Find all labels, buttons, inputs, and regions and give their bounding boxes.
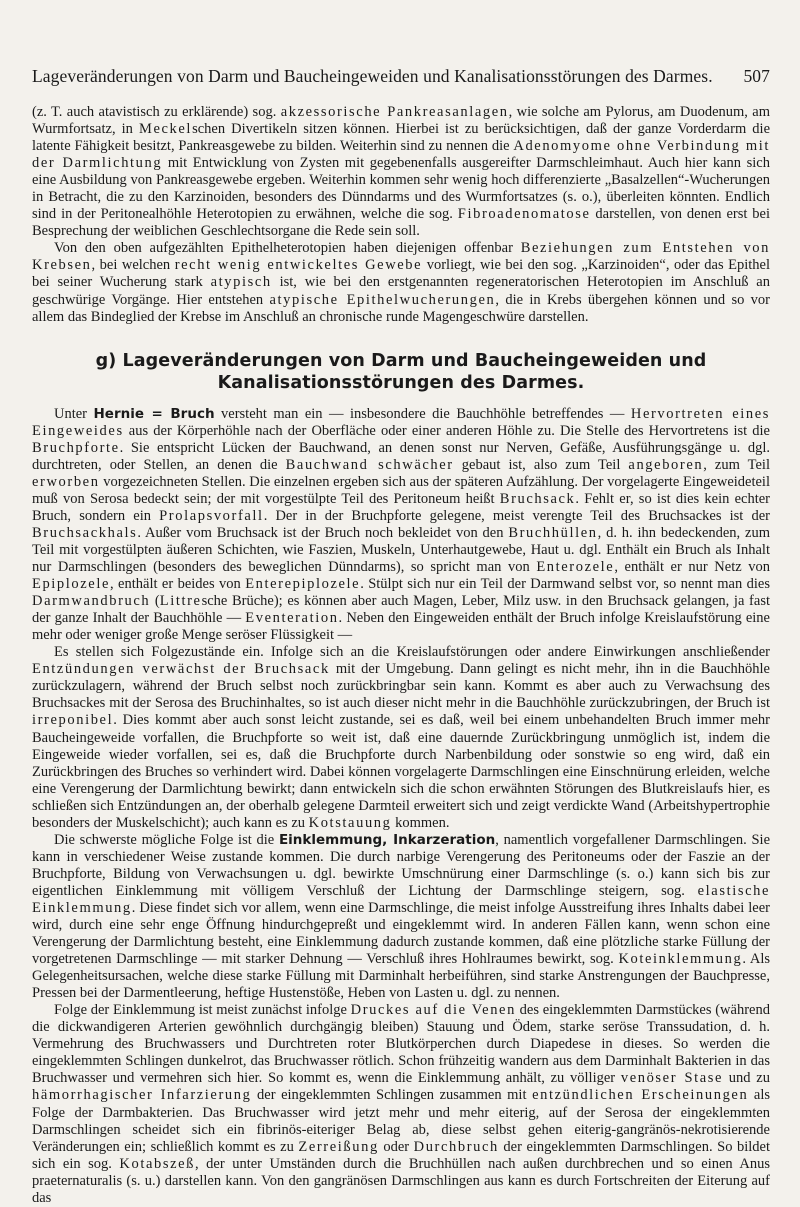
text-run: schen Divertikeln sitzen können. Hierbei ist zu berücksichtigen, daß der ganze Vorderdarm die latente Fähigkeit besitzt, Pankreasgewebe zu bilden. Weiterhin sind zu nennen die: [32, 121, 770, 155]
emphasis: Darmwandbruch: [32, 593, 151, 610]
emphasis: Entzündungen verwächst der Bruchsack: [32, 661, 330, 678]
emphasis: akzessorische Pankreasanlagen: [280, 104, 509, 120]
emphasis: Bauchwand schwächer: [285, 456, 454, 473]
text-run: . Sie entspricht Lücken der Bauchwand, an denen sonst nur Nerven, Gefäße, Ausführungsgänge u. dgl. durchtreten, oder Stellen, an denen die: [32, 439, 770, 473]
emphasis: Durchbruch: [413, 1138, 499, 1155]
text-run: , zum Teil: [703, 456, 770, 473]
emphasis: elastische Einklemmung: [32, 882, 770, 916]
emphasis: Enterozele: [536, 559, 615, 576]
text-run: Unter: [54, 405, 94, 422]
text-run: , namentlich vorgefallener Darmschlingen. Sie kann in verschiedener Weise zustande kommen. Die durch narbige Verengerung des Peritoneums oder der Faszie an der Bruchpforte, Bildung von Verwachsungen u. dgl. bewirkte Umschnürung einer Darmschlinge (s. o.) kann sich bis zur eigentlichen Einklemmung mit völligem Verschluß der Lichtung der Darmschlinge steigern, sog.: [32, 831, 771, 899]
emphasis: Druckes auf die Venen: [350, 1002, 516, 1019]
emphasis: entzündlichen Erscheinungen: [532, 1087, 749, 1104]
text-run: aus der Körperhöhle nach der Oberfläche oder einer anderen Höhle zu. Die Stelle des Hervortretens ist die: [123, 422, 770, 439]
text-run: gebaut ist, also zum Teil: [453, 456, 629, 473]
text-run: ist, wie bei den erstgenannten regeneratorischen Heterotopien im Anschluß an geschwürige Vorgänge. Hier entstehen: [32, 274, 770, 308]
emphasis: Bruchsack: [499, 490, 576, 507]
text-run: (: [150, 593, 160, 610]
text-run: und zu: [723, 1070, 770, 1087]
text-run: Von den oben aufgezählten Epithelheterotopien haben diejenigen offenbar: [54, 240, 521, 257]
emphasis: venöser Stase: [620, 1070, 724, 1087]
emphasis: Kotabszeß: [119, 1155, 196, 1172]
paragraph-pankreas: [32, 104, 770, 240]
text-run: , wie solche am Pylorus, am Duodenum, am Wurmfortsatz, in: [32, 104, 770, 138]
emphasis: Bruchpforte: [32, 439, 120, 456]
emphasis: Eventeration: [245, 610, 339, 627]
text-run: kommen.: [391, 814, 450, 831]
text-run: . Diese findet sich vor allem, wenn eine Darmschlinge, die meist infolge Ausstreifung ihres Inhalts dabei leer wird, durch eine sehr enge Öffnung hindurchgepreßt und eingeklemmt wird. In anderen Fällen kann, wenn schon eine Verengerung der Darmlichtung besteht, eine Einklemmung dadurch zustande kommen, daß eine plötzliche starke Füllung der vorgetretenen Darmschlinge — mit starker Dehnung — Verschluß ihres Hohlraumes bewirkt, sog.: [32, 899, 770, 968]
section-heading: [32, 350, 770, 394]
text-run: als Folge der Darmbakterien. Das Bruchwasser wird jetzt mehr und mehr eiterig, auf der Serosa der eingeklemmten Darmschlingen scheidet sich ein fibrinös-eiteriger Belag ab, diese selbst gehen eiterig-gangränös-nekrotisierende Veränderungen ein; schließlich kommt es zu: [32, 1087, 770, 1155]
text-run: . Neben den Eingeweiden enthält der Bruch infolge Kreislaufstörung eine mehr oder weniger große Menge seröser Flüssigkeit —: [32, 610, 770, 644]
emphasis: Bruchsackhals: [32, 524, 138, 541]
text-run: vorliegt, wie bei den sog. „Karzinoiden“, oder das Epithel bei seiner Wucherung stark: [32, 257, 770, 291]
text-run: . Stülpt sich nur ein Teil der Darmwand selbst vor, so nennt man dies: [360, 576, 770, 593]
emphasis: Hervortreten eines Eingeweides: [32, 405, 771, 439]
text-run: der eingeklemmten Schlingen zusammen mit: [251, 1087, 533, 1104]
text-run: , enthält er nur Netz von: [614, 559, 771, 576]
emphasis: Bruchhüllen: [508, 524, 598, 541]
section-heading-line: g) Lageveränderungen von Darm und Baucheingeweiden und: [95, 350, 707, 371]
text-run: sche Brüche); es können aber auch Magen, Leber, Milz usw. in den Bruchsack gelangen, ja fast der ganze Inhalt der Bauchhöhle —: [32, 593, 770, 627]
emphasis: Meckel: [138, 121, 193, 138]
paragraph-epithelheterotopien: [32, 240, 770, 325]
text-run: versteht man ein — insbesondere die Bauchhöhle betreffendes —: [214, 405, 631, 422]
text-run: mit Entwicklung von Zysten mit gegebenenfalls ausgereifter Darmschleimhaut. Auch hier kann sich eine Ausbildung von Pankreasgewebe ergeben. Weiterhin kommen sehr wenig hoch differenzierte „Basalzellen“-Wucherungen in Betracht, die zu den Karzinoiden, besonders des Dünndarms und des Wurmfortsatzes (s. o.), überleiten könnten. Endlich sind in der Peritonealhöhle Heterotopien zu erwähnen, welche die sog.: [32, 155, 770, 223]
text-run: der eingeklemmten Darmschlingen. So bildet sich ein sog.: [32, 1138, 770, 1172]
emphasis: Epiplozele: [32, 576, 111, 593]
text-run: Die schwerste mögliche Folge ist die: [54, 831, 279, 848]
emphasis: erworben: [32, 473, 100, 490]
emphasis: Beziehungen zum Entstehen von Krebsen: [32, 240, 770, 274]
emphasis: Zerreißung: [298, 1138, 379, 1155]
running-head-title: Lageveränderungen von Darm und Baucheingeweiden und Kanalisationsstörungen des Darmes.: [32, 66, 713, 86]
text-run: , bei welchen: [91, 257, 175, 274]
text-run: (z. T. auch atavistisch zu erklärende) sog.: [32, 104, 281, 120]
text-run: , enthält er beides von: [110, 576, 246, 593]
emphasis: atypisch: [210, 274, 272, 291]
emphasis: Fibroadenomatose: [457, 206, 591, 223]
emphasis: Adenomyome ohne Verbindung mit der Darmlichtung: [32, 138, 770, 172]
body-text: [32, 104, 770, 1207]
text-run: des eingeklemmten Darmstückes (während die dickwandigeren Arterien gewöhnlich durchgängig bleiben) Stauung und Ödem, starke seröse Transsudation, d. h. Vermehrung des Bruchwassers und Durchtreten roter Blutkörperchen durch Diapedese in dieses. So werden die eingeklemmten Schlingen dunkelrot, das Bruchwasser rötlich. Schon frühzeitig wandern aus dem Darminhalt Bakterien in das Bruchwasser und vermehren sich hier. So kommt es, wenn die Einklemmung anhält, zu völliger: [32, 1002, 770, 1087]
emphasis: Koteinklemmung: [618, 951, 743, 968]
paragraph-einklemmung: [32, 832, 770, 1002]
emphasis: irreponibel: [32, 712, 114, 729]
text-run: oder: [378, 1138, 414, 1155]
paragraph-folge-einklemmung: [32, 1002, 770, 1207]
text-run: . Der in der Bruchpforte gelegene, meist verengte Teil des Bruchsackes ist der: [263, 507, 770, 524]
text-run: . Dies kommt aber auch sonst leicht zustande, sei es daß, weil bei einem unbehandelten Bruch immer mehr Baucheingeweide vorfallen, die Bruchpforte so weit ist, daß eine dauernde Zurückbringung unmöglich ist, indem die Eingeweide wieder vorfallen, sei es, daß die Bruchpforte durch Narbenbildung oder sonstwie so eng wird, daß ein Zurückbringen des Bruches so verhindert wird. Dabei können vorgelagerte Darmschlingen eine Einschnürung erleiden, welche eine Verengerung der Darmlichtung bewirkt; dann entwickeln sich die schon erwähnten Störungen des Blutkreislaufs hier, es schließen sich Entzündungen an, der oberhalb gelegene Darmteil erweitert sich und zeigt verdickte Wand (Arbeitshypertrophie besonders der Muskelschicht); auch kann es zu: [32, 712, 770, 831]
text-run: Folge der Einklemmung ist meist zunächst infolge: [54, 1002, 351, 1019]
paragraph-hernie: [32, 406, 770, 645]
text-run: , d. h. ihn bedeckenden, zum Teil mit vorgestülpten äußeren Schichten, wie Faszien, Muskeln, Unterhautgewebe, Haut u. dgl. Enthält ein Bruch als Inhalt nur Darmschlingen (besonders des beweglichen Dünndarms), so spricht man von: [32, 524, 770, 576]
text-run: , der unter Umständen durch die Bruchhüllen nach außen durchbrechen und so einen Anus praeternaturalis (s. u.) darstellen kann. Von den gangränösen Darmschlingen aus kann es durch Fortschreiten der Eiterung auf das: [32, 1155, 770, 1206]
running-head: [32, 66, 770, 87]
text-run: . Fehlt er, so ist dies kein echter Bruch, sondern ein: [32, 490, 771, 524]
text-run: mit der Umgebung. Dann gelingt es nicht mehr, ihn in die Bauchhöhle zurückzulagern, während der Bruch selbst noch zurückbringbar sein kann. Kommt es aber auch zu Verwachsung des Bruchsackes mit der Serosa des Bruchinhaltes, so ist auch dieser nicht mehr in die Bauchhöhle zurückzubringen, der Bruch ist: [32, 661, 770, 712]
text-run: darstellen, von denen erst bei Besprechung der weiblichen Geschlechtsorgane die Rede sein soll.: [32, 206, 770, 240]
section-heading-line: Kanalisationsstörungen des Darmes.: [217, 372, 585, 393]
emphasis: hämorrhagischer Infarzierung: [32, 1087, 252, 1104]
text-run: Es stellen sich Folgezustände ein. Infolge sich an die Kreislaufstörungen oder andere Einwirkungen anschließender: [54, 644, 770, 661]
emphasis: atypische Epithelwucherungen: [269, 291, 496, 308]
emphasis: Enterepiplozele: [245, 576, 361, 593]
bold-term: Einklemmung, Inkarzeration: [278, 831, 496, 848]
emphasis: angeboren: [628, 456, 704, 473]
text-run: vorgezeichneten Stellen. Die einzelnen ergeben sich aus der späteren Aufzählung. Der vorgelagerte Eingeweideteil muß von Serosa bedeckt sein; der mit vorgestülpte Teil des Peritoneum heißt: [32, 473, 770, 507]
emphasis: Prolapsvorfall: [159, 507, 264, 524]
text-run: . Als Gelegenheitsursachen, welche diese starke Füllung mit Darminhalt herbeiführen, sind starke Anstrengungen der Bauchpresse, Pressen bei der Darmentleerung, heftige Hustenstöße, Heben von Lasten u. dgl. zu nennen.: [32, 951, 770, 1002]
paragraph-folgezustaende: [32, 644, 770, 832]
text-run: . Außer vom Bruchsack ist der Bruch noch bekleidet von den: [137, 524, 509, 541]
emphasis: Kotstauung: [308, 814, 392, 831]
emphasis: recht wenig entwickeltes Gewebe: [174, 257, 423, 274]
emphasis: Littre: [159, 593, 202, 610]
page-number: 507: [743, 66, 770, 86]
text-run: , die in Krebs übergehen können und so vor allem das Bindeglied der Krebse im Anschluß an chronische runde Magengeschwüre darstellen.: [32, 291, 770, 325]
bold-term: Hernie = Bruch: [93, 405, 215, 422]
